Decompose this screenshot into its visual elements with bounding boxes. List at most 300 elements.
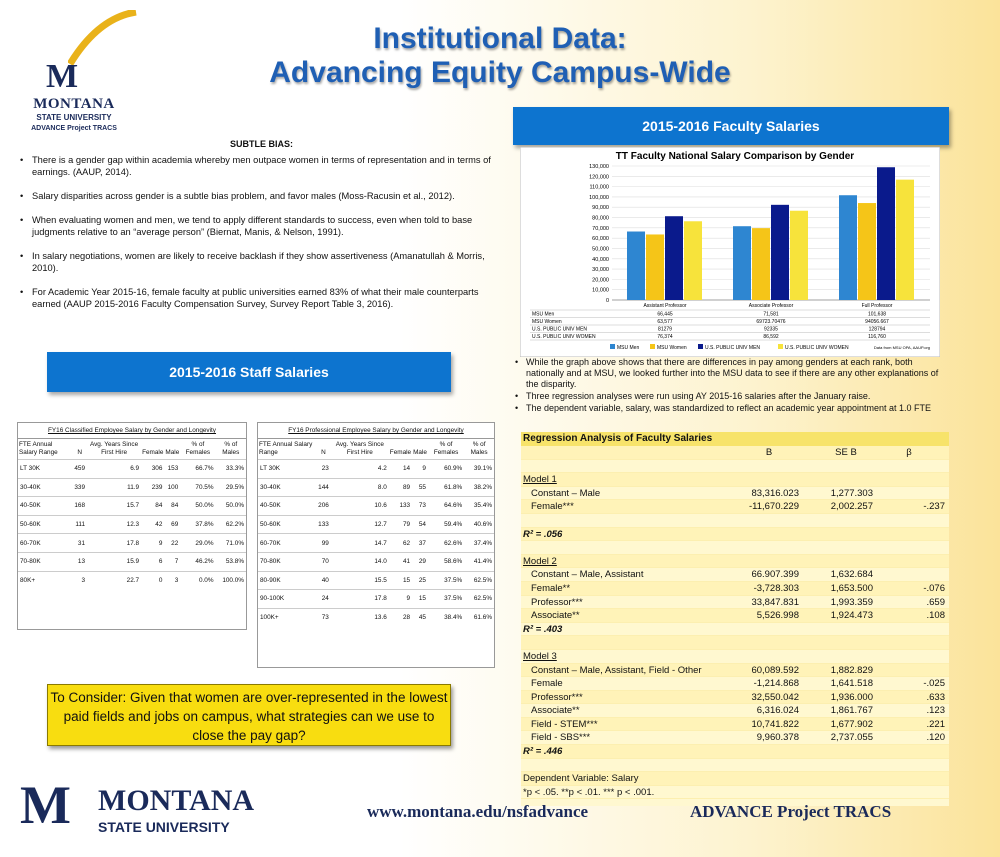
regression-cell: [873, 473, 945, 486]
table-cell: 41.4%: [464, 552, 494, 571]
regression-cell: Constant – Male: [531, 487, 601, 499]
regression-cell: [521, 514, 719, 527]
regression-cell: Female: [531, 678, 563, 690]
regression-cell: Dependent Variable: Salary: [523, 773, 639, 785]
table-cell: 11.9: [87, 478, 141, 497]
table-header: FTE Annual Salary Range: [18, 439, 72, 460]
bar-0: [733, 226, 751, 300]
data-label: 81279: [658, 326, 672, 333]
regression-cell: Associate**: [531, 610, 580, 622]
table-cell: 37.4%: [464, 534, 494, 553]
regression-cell: [873, 541, 945, 554]
table-cell: 60.9%: [428, 460, 464, 479]
bar-0: [839, 195, 857, 300]
table-row: [18, 460, 246, 479]
regression-row: [521, 609, 949, 623]
regression-row: [521, 582, 949, 596]
regression-cell: [799, 786, 873, 799]
table-cell: 80-90K: [258, 571, 316, 590]
regression-row: [521, 460, 949, 474]
series-label: U.S. PUBLIC UNIV MEN: [532, 326, 588, 333]
website-link[interactable]: www.montana.edu/nsfadvance: [367, 802, 589, 821]
table-cell: 306: [141, 460, 164, 479]
table-cell: 37.5%: [428, 590, 464, 609]
legend-label: U.S. PUBLIC UNIV WOMEN: [785, 345, 849, 351]
regression-cell: [873, 772, 945, 785]
regression-cell: Field - SBS***: [531, 732, 591, 744]
table-row: [258, 608, 494, 627]
table-cell: 6.9: [87, 460, 141, 479]
regression-cell: [521, 460, 719, 473]
regression-cell: .633: [926, 691, 945, 703]
logo-sub: STATE UNIVERSITY: [36, 113, 112, 122]
regression-cell: .221: [926, 718, 945, 730]
regression-cell: [873, 623, 945, 636]
table-cell: 17.8: [87, 534, 141, 553]
regression-cell: R² = .056: [523, 528, 563, 540]
regression-cell: Model 3: [523, 650, 557, 662]
table-cell: 29.0%: [180, 534, 215, 553]
regression-cell: 32,550.042: [751, 691, 799, 703]
data-label: 92335: [764, 326, 778, 333]
msu-logo-bottom: [18, 770, 298, 845]
table-cell: 55: [412, 478, 428, 497]
regression-cell: [873, 664, 945, 677]
regression-row: [521, 568, 949, 582]
regression-cell: [873, 636, 945, 649]
table-cell: 17.8: [331, 590, 389, 609]
bar-3: [790, 211, 808, 300]
regression-row: [521, 623, 949, 637]
table-cell: 70-80K: [258, 552, 316, 571]
regression-cell: [719, 786, 799, 799]
table-cell: 50.0%: [216, 497, 246, 516]
data-label: 86,592: [763, 334, 779, 340]
table-cell: 3: [164, 571, 180, 590]
data-label: 66,445: [657, 311, 673, 318]
table-cell: 80K+: [18, 571, 72, 590]
regression-cell: -1,214.868: [753, 678, 799, 690]
y-tick-label: 40,000: [592, 256, 609, 263]
subtle-bias-heading: SUBTLE BIAS:: [230, 139, 293, 149]
bias-item: • Salary disparities across gender is a subtle bias problem, and favor males (Moss-Racusin et al., 2012).: [18, 190, 498, 202]
table-cell: 37.5%: [428, 571, 464, 590]
table-cell: 29.5%: [216, 478, 246, 497]
table-cell: 10.6: [331, 497, 389, 516]
regression-body: [521, 460, 949, 800]
y-tick-label: 20,000: [592, 277, 609, 284]
chart-source: Data from MSU OPA, AAUP.org: [873, 345, 930, 350]
bar-1: [646, 234, 664, 300]
data-label: 94056.667: [865, 319, 889, 325]
regression-row: [521, 555, 949, 569]
data-label: 71,581: [763, 311, 779, 318]
regression-row: [521, 650, 949, 664]
reg-note: • Three regression analyses were run using AY 2015-16 salaries after the January raise.: [512, 391, 942, 402]
page-title: [150, 22, 850, 90]
table-row: [258, 515, 494, 534]
table-header: % of Females: [180, 439, 215, 460]
table-row: [258, 534, 494, 553]
to-consider-box: To Consider: Given that women are over-represented in the lowest paid fields and jobs on campus, what strategies can we use to close the pay gap?: [47, 684, 451, 746]
regression-cell: .659: [926, 596, 945, 608]
table-cell: 40-50K: [258, 497, 316, 516]
data-label: 128794: [868, 326, 886, 333]
table-cell: 42: [141, 515, 164, 534]
regression-cell: [799, 650, 873, 663]
bias-item: • For Academic Year 2015-16, female faculty at public universities earned 83% of what their male counterparts earned (AAUP 2015-2016 Faculty Compensation Survey, Survey Report Table 3, 2016).: [18, 286, 498, 310]
bias-item: • In salary negotiations, women are likely to receive backlash if they show assertiveness (Amanatullah & Morris, 2010).: [18, 250, 498, 274]
regression-cell: -3,728.303: [753, 582, 799, 594]
col-header: β: [906, 447, 912, 458]
regression-cell: [873, 759, 945, 772]
arch-icon: [68, 10, 138, 66]
regression-cell: 10,741.822: [751, 718, 799, 730]
regression-cell: 1,924.473: [830, 610, 873, 622]
regression-cell: -.076: [923, 582, 945, 594]
table-cell: 39.1%: [464, 460, 494, 479]
bar-3: [896, 180, 914, 300]
table-cell: 339: [72, 478, 87, 497]
regression-cell: 5,526.998: [756, 610, 799, 622]
table-cell: 70.5%: [180, 478, 215, 497]
table-cell: 62.5%: [464, 590, 494, 609]
regression-cell: [719, 636, 799, 649]
y-tick-label: 110,000: [589, 184, 609, 191]
table-cell: 61.6%: [464, 608, 494, 627]
table-cell: 100K+: [258, 608, 316, 627]
regression-cell: *p < .05. **p < .01. *** p < .001.: [523, 786, 655, 798]
table-cell: 459: [72, 460, 87, 479]
table-row: [258, 497, 494, 516]
regression-cell: 2,002.257: [830, 501, 873, 513]
regression-header-row: [521, 446, 949, 460]
regression-cell: [799, 541, 873, 554]
table-cell: 53.8%: [216, 552, 246, 571]
regression-row: [521, 704, 949, 718]
regression-cell: [799, 759, 873, 772]
table-cell: 40: [316, 571, 331, 590]
regression-cell: [719, 514, 799, 527]
table-cell: 35.4%: [464, 497, 494, 516]
table-row: [258, 590, 494, 609]
bias-item: • There is a gender gap within academia whereby men outpace women in terms of representation and in terms of earnings. (AAUP, 2014).: [18, 154, 498, 178]
regression-cell: [799, 528, 873, 541]
table-cell: LT 30K: [258, 460, 316, 479]
regression-cell: 1,277.303: [830, 487, 873, 499]
data-label: 76,374: [657, 334, 673, 340]
regression-cell: [719, 745, 799, 758]
regression-row: [521, 528, 949, 542]
regression-cell: 1,993.359: [830, 596, 873, 608]
table-cell: 144: [316, 478, 331, 497]
table-cell: 90-100K: [258, 590, 316, 609]
bar-0: [627, 232, 645, 300]
regression-row: [521, 514, 949, 528]
data-label: 116,760: [868, 334, 886, 340]
table-header: Male: [412, 439, 428, 460]
logo-letter: M: [20, 775, 71, 835]
legend-label: U.S. PUBLIC UNIV MEN: [705, 345, 761, 351]
regression-cell: [799, 473, 873, 486]
bar-1: [858, 203, 876, 300]
regression-cell: .108: [926, 610, 945, 622]
regression-cell: -.025: [923, 678, 945, 690]
y-tick-label: 10,000: [592, 287, 609, 294]
table-cell: 9: [389, 590, 412, 609]
regression-row: [521, 691, 949, 705]
regression-cell: .120: [926, 732, 945, 744]
table-cell: 239: [141, 478, 164, 497]
table-cell: 73: [412, 497, 428, 516]
regression-row: [521, 677, 949, 691]
series-label: U.S. PUBLIC UNIV WOMEN: [532, 334, 596, 340]
y-tick-label: 50,000: [592, 246, 609, 253]
table-cell: 54: [412, 515, 428, 534]
table-cell: 38.4%: [428, 608, 464, 627]
table-cell: 9: [141, 534, 164, 553]
x-tick-label: Associate Professor: [748, 303, 794, 309]
legend-swatch: [650, 344, 655, 349]
table-cell: 24: [316, 590, 331, 609]
regression-cell: [799, 623, 873, 636]
bias-item: • When evaluating women and men, we tend to apply different standards to success, even when told to base judgments relative to an “average person” (Biernat, Manis, & Nelson, 1991).: [18, 214, 498, 238]
col-header: SE B: [835, 447, 857, 458]
regression-cell: Field - STEM***: [531, 718, 598, 730]
regression-row: [521, 636, 949, 650]
regression-cell: [799, 555, 873, 568]
table-header: Female: [389, 439, 412, 460]
logo-name: MONTANA: [98, 784, 255, 817]
regression-cell: -11,670.229: [748, 501, 799, 513]
table-cell: 45: [412, 608, 428, 627]
regression-cell: [521, 636, 719, 649]
regression-cell: 1,936.000: [830, 691, 873, 703]
table-cell: 70-80K: [18, 552, 72, 571]
reg-note: • While the graph above shows that there are differences in pay among genders at each rank, both nationally and at MSU, we looked further into the MSU data to see if there are any other explanations of the disparity.: [512, 357, 942, 390]
regression-cell: 60,089.592: [751, 664, 799, 676]
table-cell: 8.0: [331, 478, 389, 497]
regression-cell: [873, 487, 945, 500]
table-cell: 28: [389, 608, 412, 627]
y-tick-label: 0: [605, 298, 609, 304]
regression-row: [521, 718, 949, 732]
table-cell: 133: [389, 497, 412, 516]
table-cell: 22: [164, 534, 180, 553]
table-header: % of Females: [428, 439, 464, 460]
table-cell: 7: [164, 552, 180, 571]
regression-row: [521, 500, 949, 514]
x-tick-label: Full Professor: [861, 303, 893, 309]
table-header: N: [72, 439, 87, 460]
professional-table-title: FY16 Professional Employee Salary by Gender and Longevity: [288, 427, 464, 434]
y-tick-label: 130,000: [589, 164, 609, 170]
table-row: [18, 515, 246, 534]
regression-cell: Professor***: [531, 691, 583, 703]
regression-cell: 9,960.378: [756, 732, 799, 744]
table-cell: 15: [389, 571, 412, 590]
regression-cell: [873, 460, 945, 473]
table-cell: 50-60K: [18, 515, 72, 534]
table-cell: 13.6: [331, 608, 389, 627]
table-cell: 73: [316, 608, 331, 627]
table-cell: 79: [389, 515, 412, 534]
table-row: [18, 571, 246, 590]
regression-cell: [719, 528, 799, 541]
logo-name: MONTANA: [33, 96, 115, 112]
table-cell: 206: [316, 497, 331, 516]
bar-2: [665, 216, 683, 300]
title-line-2: Advancing Equity Campus-Wide: [269, 56, 731, 89]
table-header: N: [316, 439, 331, 460]
table-cell: 61.8%: [428, 478, 464, 497]
regression-cell: 1,641.518: [830, 678, 873, 690]
regression-row: [521, 759, 949, 773]
x-tick-label: Assistant Professor: [643, 303, 687, 309]
regression-cell: [873, 514, 945, 527]
regression-row: [521, 596, 949, 610]
regression-cell: 66.907.399: [751, 569, 799, 581]
col-header: [521, 446, 719, 459]
table-cell: 31: [72, 534, 87, 553]
regression-cell: R² = .446: [523, 746, 563, 758]
regression-cell: [873, 568, 945, 581]
regression-row: [521, 772, 949, 786]
classified-table-title: FY16 Classified Employee Salary by Gender and Longevity: [47, 427, 217, 434]
table-header: Avg. Years Since First Hire: [87, 439, 141, 460]
table-cell: 58.6%: [428, 552, 464, 571]
y-tick-label: 60,000: [592, 236, 609, 243]
table-cell: 168: [72, 497, 87, 516]
table-cell: 64.6%: [428, 497, 464, 516]
table-cell: 0: [141, 571, 164, 590]
y-tick-label: 90,000: [592, 205, 609, 212]
faculty-salary-chart: [520, 147, 940, 357]
table-row: [258, 460, 494, 479]
regression-cell: Constant – Male, Assistant, Field - Other: [531, 664, 702, 676]
regression-cell: R² = .403: [523, 623, 563, 635]
table-header: Avg. Years Since First Hire: [331, 439, 389, 460]
table-cell: 30-40K: [258, 478, 316, 497]
regression-title: Regression Analysis of Faculty Salaries: [521, 432, 949, 446]
legend-swatch: [778, 344, 783, 349]
regression-cell: [719, 555, 799, 568]
y-tick-label: 80,000: [592, 215, 609, 222]
table-cell: 0.0%: [180, 571, 215, 590]
bar-2: [877, 167, 895, 300]
table-cell: 60-70K: [258, 534, 316, 553]
regression-cell: 6,316.024: [756, 705, 799, 717]
bar-2: [771, 205, 789, 300]
table-cell: 100: [164, 478, 180, 497]
data-label: 63,577: [657, 319, 673, 325]
table-cell: 14.7: [331, 534, 389, 553]
legend-swatch: [698, 344, 703, 349]
table-header: Male: [164, 439, 180, 460]
regression-cell: [521, 759, 719, 772]
table-row: [258, 571, 494, 590]
table-cell: 9: [412, 460, 428, 479]
regression-cell: [873, 555, 945, 568]
data-label: 69723.70476: [756, 319, 786, 325]
legend-label: MSU Women: [657, 345, 687, 351]
regression-cell: 83,316.023: [751, 487, 799, 499]
table-cell: 3: [72, 571, 87, 590]
regression-row: [521, 487, 949, 501]
table-row: [18, 478, 246, 497]
reg-note: • The dependent variable, salary, was standardized to reflect an academic year appointment at 1.0 FTE: [512, 403, 942, 414]
table-cell: 12.3: [87, 515, 141, 534]
table-cell: 100.0%: [216, 571, 246, 590]
series-label: MSU Men: [532, 311, 555, 318]
y-tick-label: 70,000: [592, 225, 609, 232]
table-cell: 59.4%: [428, 515, 464, 534]
regression-cell: [873, 786, 945, 799]
table-cell: 40-50K: [18, 497, 72, 516]
table-cell: 13: [72, 552, 87, 571]
regression-cell: [719, 759, 799, 772]
regression-cell: [799, 460, 873, 473]
y-tick-label: 30,000: [592, 267, 609, 274]
table-cell: 15: [412, 590, 428, 609]
table-cell: 33.3%: [216, 460, 246, 479]
regression-cell: [873, 650, 945, 663]
regression-cell: Female***: [531, 501, 574, 513]
regression-cell: 1,882.829: [830, 664, 873, 676]
regression-cell: [719, 473, 799, 486]
regression-notes: [512, 357, 942, 415]
table-cell: 69: [164, 515, 180, 534]
regression-cell: [873, 745, 945, 758]
table-cell: 99: [316, 534, 331, 553]
chart-title: TT Faculty National Salary Comparison by Gender: [615, 151, 855, 162]
table-cell: 84: [164, 497, 180, 516]
logo-sub: STATE UNIVERSITY: [98, 819, 230, 835]
regression-cell: [873, 528, 945, 541]
table-cell: 66.7%: [180, 460, 215, 479]
regression-cell: Model 2: [523, 555, 557, 567]
regression-cell: Associate**: [531, 705, 580, 717]
table-cell: 23: [316, 460, 331, 479]
professional-salary-table: [257, 422, 495, 668]
table-cell: 62: [389, 534, 412, 553]
regression-table: [521, 432, 949, 806]
project-name: ADVANCE Project TRACS: [690, 802, 892, 821]
y-tick-label: 120,000: [589, 174, 609, 181]
table-cell: 14.0: [331, 552, 389, 571]
regression-row: [521, 731, 949, 745]
bar-1: [752, 228, 770, 300]
logo-letter: M: [46, 58, 79, 95]
table-row: [18, 497, 246, 516]
table-cell: 38.2%: [464, 478, 494, 497]
table-cell: 62.5%: [464, 571, 494, 590]
regression-cell: [719, 650, 799, 663]
regression-row: [521, 541, 949, 555]
table-cell: 153: [164, 460, 180, 479]
table-cell: 37: [412, 534, 428, 553]
regression-cell: .123: [926, 705, 945, 717]
regression-row: [521, 473, 949, 487]
regression-row: [521, 745, 949, 759]
regression-cell: Professor***: [531, 596, 583, 608]
table-header: % of Males: [464, 439, 494, 460]
regression-cell: [799, 514, 873, 527]
table-cell: 41: [389, 552, 412, 571]
table-cell: 50-60K: [258, 515, 316, 534]
regression-cell: [719, 623, 799, 636]
table-cell: 84: [141, 497, 164, 516]
